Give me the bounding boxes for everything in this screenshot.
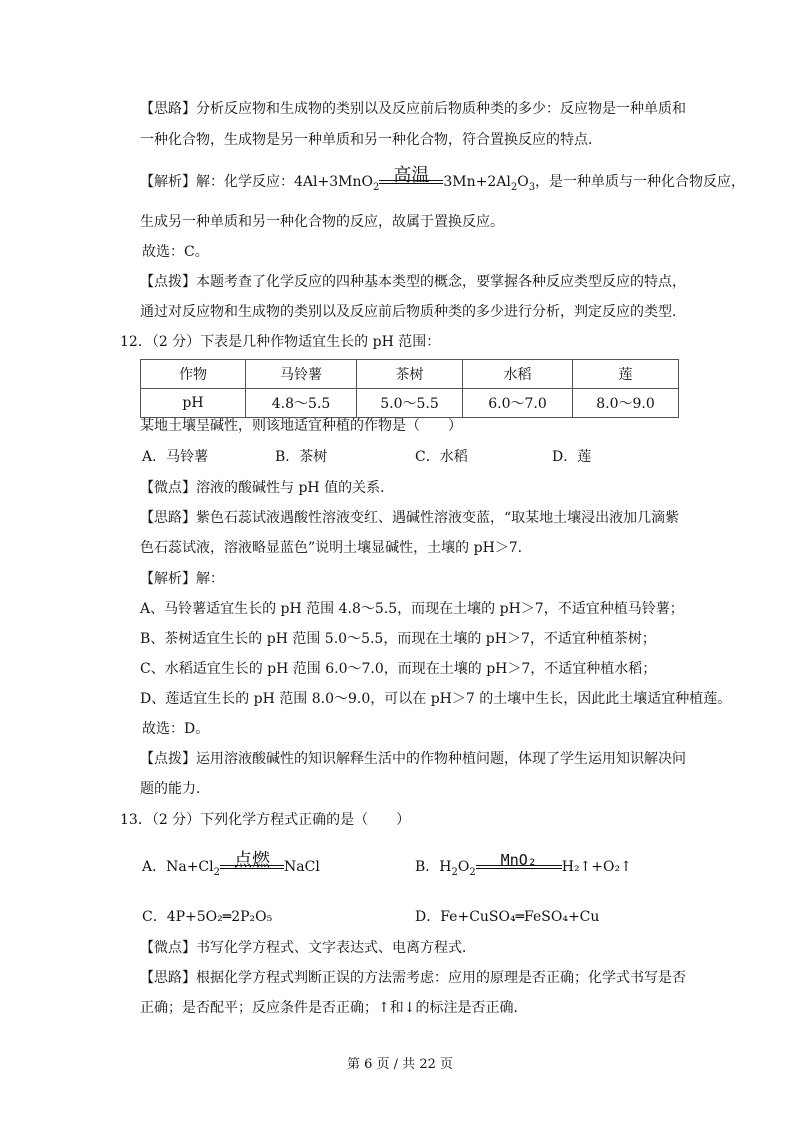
q12-option-a: A．马铃薯 (142, 449, 209, 465)
q11-jiexi-cont: 生成另一种单质和另一种化合物的反应，故属于置换反应。 (140, 214, 504, 230)
q13-number: 13． (120, 812, 152, 828)
reaction-arrow (379, 165, 443, 192)
q13-option-d: D．Fe+CuSO₄═FeSO₄+Cu (415, 909, 600, 925)
table-header-cell: 水稻 (463, 360, 573, 389)
q13-stem (120, 810, 410, 830)
q13-option-a-prefix: A．Na+Cl (142, 859, 214, 875)
q13-silu-cont: 正确；是否配平；反应条件是否正确；↑和↓的标注是否正确． (140, 1000, 528, 1016)
q13-option-b-prefix: B．H (415, 859, 452, 875)
q12-option-c: C．水稻 (415, 449, 468, 465)
q12-silu-cont: 色石蕊试液，溶液略显蓝色”说明土壤显碱性，土壤的 pH＞7. (140, 540, 523, 556)
q13-option-a: A．$Na+Cl_2$ 点燃 NaCl (142, 850, 320, 878)
q12-question: 某地土壤呈碱性，则该地适宜种植的作物是（ ） (140, 418, 462, 434)
q12-stem-text: （2 分）下表是几种作物适宜生长的 pH 范围： (151, 334, 441, 350)
q13-option-b: B．$H_2O_2$ MnO₂ H₂↑+O₂↑ (415, 851, 632, 878)
table-cell: 6.0～7.0 (463, 389, 573, 418)
table-cell: pH (141, 389, 246, 418)
q11-jiexi-product: 3Mn+2Al (443, 174, 511, 190)
q13-option-b-product: H₂↑+O₂↑ (561, 859, 632, 875)
reaction-condition: MnO₂ (500, 851, 537, 869)
table-header-row (141, 360, 679, 389)
q12-silu: 【思路】紫色石蕊试液遇酸性溶液变红、遇碱性溶液变蓝，“取某地土壤浸出液加几滴紫 (140, 510, 680, 526)
page-footer: 第 6 页 / 共 22 页 (347, 1057, 453, 1072)
q12-stem (120, 332, 440, 352)
q11-dianbo: 【点拨】本题考查了化学反应的四种基本类型的概念，要掌握各种反应类型反应的特点， (140, 274, 686, 290)
q11-answer: 故选：C。 (142, 244, 209, 260)
q13-silu: 【思路】根据化学方程式判断正误的方法需考虑：应用的原理是否正确；化学式书写是否 (140, 970, 686, 986)
ph-table (140, 359, 679, 418)
table-header-cell: 莲 (573, 360, 679, 389)
table-row (141, 389, 679, 418)
q12-dianbo: 【点拨】运用溶液酸碱性的知识解释生活中的作物种植问题，体现了学生运用知识解决问 (140, 751, 686, 767)
q12-dianbo-cont: 题的能力． (140, 781, 210, 797)
q11-jiexi: 【解析】解：化学反应：4Al+3MnO$_2$ 高温 $3Mn+2Al_2O_3$，是一种单质与一种化合物反应， (140, 165, 746, 193)
q12-jiexi-line-d: D、莲适宜生长的 pH 范围 8.0～9.0，可以在 pH＞7 的土壤中生长，因此此土壤适宜种植莲。 (140, 691, 732, 707)
q11-silu-cont: 一种化合物，生成物是另一种单质和另一种化合物，符合置换反应的特点． (140, 132, 602, 148)
q12-jiexi-line-a: A、马铃薯适宜生长的 pH 范围 4.8～5.5，而现在土壤的 pH＞7，不适宜种植马铃薯； (140, 601, 684, 617)
q13-option-a-product: NaCl (284, 859, 320, 875)
q11-dianbo-cont: 通过对反应物和生成物的类别以及反应前后物质种类的多少进行分析，判定反应的类型． (140, 304, 686, 320)
q12-jiexi-line-c: C、水稻适宜生长的 pH 范围 6.0～7.0，而现在土壤的 pH＞7，不适宜种植水稻； (140, 661, 657, 677)
table-cell: 4.8～5.5 (246, 389, 357, 418)
q13-weidian: 【微点】书写化学方程式、文字表达式、电离方程式． (140, 940, 476, 956)
table-cell: 8.0～9.0 (573, 389, 679, 418)
q13-option-c: C．4P+5O₂═2P₂O₅ (142, 909, 273, 925)
q12-answer: 故选：D。 (142, 721, 210, 737)
reaction-condition: 高温 (393, 165, 430, 186)
q11-silu: 【思路】分析反应物和生成物的类别以及反应前后物质种类的多少：反应物是一种单质和 (140, 101, 686, 117)
q13-stem-text: （2 分）下列化学方程式正确的是（ ） (151, 812, 411, 828)
q12-jiexi: 【解析】解： (140, 571, 224, 587)
reaction-arrow (476, 851, 562, 877)
q11-jiexi-prefix: 【解析】解：化学反应：4Al+3MnO (140, 174, 373, 190)
q12-option-d: D．莲 (552, 449, 592, 465)
q12-jiexi-line-b: B、茶树适宜生长的 pH 范围 5.0～5.5，而现在土壤的 pH＞7，不适宜种植茶树； (140, 631, 656, 647)
q11-jiexi-suffix: ，是一种单质与一种化合物反应， (535, 174, 746, 190)
q12-number: 12． (120, 334, 152, 350)
table-header-cell: 作物 (141, 360, 246, 389)
q12-weidian: 【微点】溶液的酸碱性与 pH 值的关系． (140, 480, 395, 496)
table-cell: 5.0～5.5 (357, 389, 463, 418)
reaction-condition: 点燃 (234, 850, 271, 871)
table-header-cell: 马铃薯 (246, 360, 357, 389)
q12-option-b: B．茶树 (275, 449, 328, 465)
reaction-arrow (220, 850, 284, 877)
table-header-cell: 茶树 (357, 360, 463, 389)
